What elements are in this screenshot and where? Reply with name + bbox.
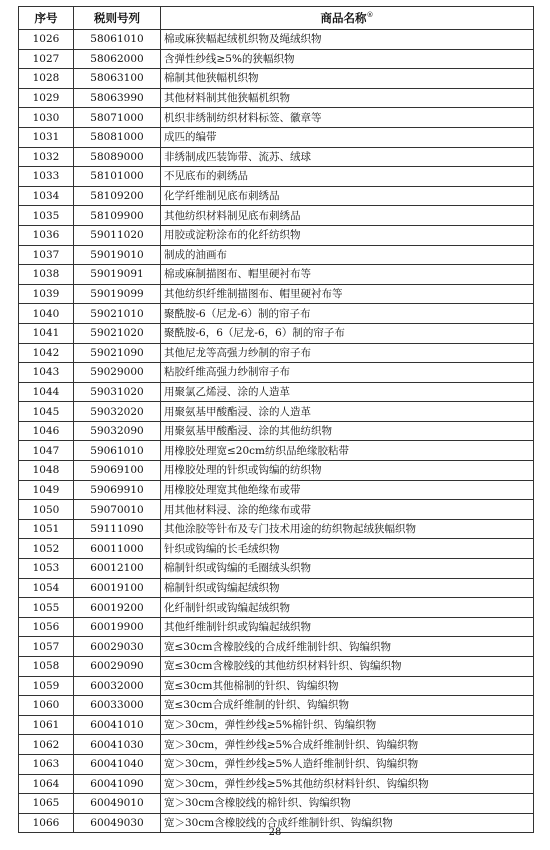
name-cell: 成匹的编带	[161, 127, 534, 147]
seq-cell: 1041	[19, 323, 74, 343]
seq-cell: 1043	[19, 363, 74, 383]
header-name-mark: ®	[366, 11, 374, 20]
table-row	[19, 735, 534, 755]
name-cell: 宽＞30cm含橡胶线的合成纤维制针织、钩编织物	[161, 813, 534, 833]
table-row	[19, 186, 534, 206]
name-cell: 聚酰胺-6（尼龙-6）制的帘子布	[161, 304, 534, 324]
name-cell: 用聚氨基甲酸酯浸、涂的其他纺织物	[161, 421, 534, 441]
name-cell: 用橡胶处理的针织或钩编的纺织物	[161, 461, 534, 481]
seq-cell: 1044	[19, 382, 74, 402]
seq-cell: 1040	[19, 304, 74, 324]
name-cell: 化学纤维制见底布刺绣品	[161, 186, 534, 206]
code-cell: 58071000	[74, 108, 161, 128]
code-cell: 58063100	[74, 69, 161, 89]
code-cell: 60041040	[74, 754, 161, 774]
code-cell: 60019200	[74, 598, 161, 618]
code-cell: 59019099	[74, 284, 161, 304]
name-cell: 不见底布的刺绣品	[161, 167, 534, 187]
name-cell: 用聚氨基甲酸酯浸、涂的人造革	[161, 402, 534, 422]
seq-cell: 1053	[19, 559, 74, 579]
code-cell: 60019900	[74, 617, 161, 637]
name-cell: 非绣制成匹装饰带、流苏、绒球	[161, 147, 534, 167]
code-cell: 60049030	[74, 813, 161, 833]
code-cell: 60033000	[74, 696, 161, 716]
name-cell: 用橡胶处理宽其他绝缘布或带	[161, 480, 534, 500]
name-cell: 宽＞30cm，弹性纱线≥5%人造纤维制针织、钩编织物	[161, 754, 534, 774]
code-cell: 58081000	[74, 127, 161, 147]
code-cell: 59019091	[74, 265, 161, 285]
table-row	[19, 754, 534, 774]
code-cell: 60019100	[74, 578, 161, 598]
seq-cell: 1056	[19, 617, 74, 637]
seq-cell: 1027	[19, 49, 74, 69]
code-cell: 58062000	[74, 49, 161, 69]
seq-cell: 1065	[19, 794, 74, 814]
seq-cell: 1035	[19, 206, 74, 226]
code-cell: 59029000	[74, 363, 161, 383]
name-cell: 棉制其他狭幅机织物	[161, 69, 534, 89]
table-row	[19, 598, 534, 618]
table-row	[19, 461, 534, 481]
code-cell: 60029030	[74, 637, 161, 657]
table-row	[19, 500, 534, 520]
code-cell: 58109900	[74, 206, 161, 226]
table-row	[19, 225, 534, 245]
table-row	[19, 69, 534, 89]
name-cell: 针织或钩编的长毛绒织物	[161, 539, 534, 559]
code-cell: 60041090	[74, 774, 161, 794]
table-row	[19, 617, 534, 637]
table-row	[19, 539, 534, 559]
table-row	[19, 519, 534, 539]
name-cell: 其他尼龙等高强力纱制的帘子布	[161, 343, 534, 363]
code-cell: 60041030	[74, 735, 161, 755]
table-row	[19, 774, 534, 794]
seq-cell: 1034	[19, 186, 74, 206]
name-cell: 其他涂胶等针布及专门技术用途的纺织物起绒狭幅织物	[161, 519, 534, 539]
seq-cell: 1029	[19, 88, 74, 108]
name-cell: 制成的油画布	[161, 245, 534, 265]
table-row	[19, 696, 534, 716]
seq-cell: 1042	[19, 343, 74, 363]
code-cell: 58089000	[74, 147, 161, 167]
table-row	[19, 559, 534, 579]
table-row	[19, 578, 534, 598]
code-cell: 58109200	[74, 186, 161, 206]
table-row	[19, 794, 534, 814]
code-cell: 60029090	[74, 657, 161, 677]
seq-cell: 1059	[19, 676, 74, 696]
seq-cell: 1038	[19, 265, 74, 285]
code-cell: 59021090	[74, 343, 161, 363]
table-row	[19, 127, 534, 147]
code-cell: 58063990	[74, 88, 161, 108]
table-row	[19, 88, 534, 108]
code-cell: 58101000	[74, 167, 161, 187]
seq-cell: 1036	[19, 225, 74, 245]
seq-cell: 1054	[19, 578, 74, 598]
table-row	[19, 402, 534, 422]
name-cell: 含弹性纱线≥5%的狭幅织物	[161, 49, 534, 69]
name-cell: 用胶或淀粉涂布的化纤纺织物	[161, 225, 534, 245]
name-cell: 棉制针织或钩编的毛圈绒头织物	[161, 559, 534, 579]
header-seq: 序号	[19, 7, 74, 30]
seq-cell: 1047	[19, 441, 74, 461]
tariff-table	[18, 6, 534, 833]
table-row	[19, 323, 534, 343]
code-cell: 60041010	[74, 715, 161, 735]
table-row	[19, 637, 534, 657]
seq-cell: 1063	[19, 754, 74, 774]
table-row	[19, 715, 534, 735]
code-cell: 59021020	[74, 323, 161, 343]
seq-cell: 1039	[19, 284, 74, 304]
name-cell: 宽≤30cm其他棉制的针织、钩编织物	[161, 676, 534, 696]
name-cell: 其他纺织纤维制描图布、帽里硬衬布等	[161, 284, 534, 304]
name-cell: 其他纤维制针织或钩编起绒织物	[161, 617, 534, 637]
name-cell: 其他材料制其他狭幅机织物	[161, 88, 534, 108]
table-row	[19, 265, 534, 285]
code-cell: 59011020	[74, 225, 161, 245]
code-cell: 59031020	[74, 382, 161, 402]
name-cell: 用聚氯乙烯浸、涂的人造革	[161, 382, 534, 402]
header-row	[19, 7, 534, 30]
seq-cell: 1026	[19, 30, 74, 50]
table-row	[19, 167, 534, 187]
code-cell: 59032020	[74, 402, 161, 422]
seq-cell: 1060	[19, 696, 74, 716]
name-cell: 棉制针织或钩编起绒织物	[161, 578, 534, 598]
code-cell: 59111090	[74, 519, 161, 539]
name-cell: 粘胶纤维高强力纱制帘子布	[161, 363, 534, 383]
seq-cell: 1045	[19, 402, 74, 422]
name-cell: 用其他材料浸、涂的绝缘布或带	[161, 500, 534, 520]
table-row	[19, 421, 534, 441]
name-cell: 宽＞30cm含橡胶线的棉针织、钩编织物	[161, 794, 534, 814]
table-row	[19, 382, 534, 402]
seq-cell: 1037	[19, 245, 74, 265]
seq-cell: 1032	[19, 147, 74, 167]
seq-cell: 1033	[19, 167, 74, 187]
table-row	[19, 30, 534, 50]
name-cell: 聚酰胺-6，6（尼龙-6，6）制的帘子布	[161, 323, 534, 343]
table-row	[19, 245, 534, 265]
seq-cell: 1058	[19, 657, 74, 677]
seq-cell: 1051	[19, 519, 74, 539]
header-name-text: 商品名称	[320, 11, 367, 25]
code-cell: 59070010	[74, 500, 161, 520]
table-row	[19, 676, 534, 696]
seq-cell: 1049	[19, 480, 74, 500]
seq-cell: 1064	[19, 774, 74, 794]
table-row	[19, 108, 534, 128]
name-cell: 棉或麻制描图布、帽里硬衬布等	[161, 265, 534, 285]
seq-cell: 1057	[19, 637, 74, 657]
name-cell: 宽≤30cm合成纤维制的针织、钩编织物	[161, 696, 534, 716]
name-cell: 宽＞30cm，弹性纱线≥5%合成纤维制针织、钩编织物	[161, 735, 534, 755]
seq-cell: 1028	[19, 69, 74, 89]
code-cell: 59069100	[74, 461, 161, 481]
name-cell: 宽＞30cm，弹性纱线≥5%其他纺织材料针织、钩编织物	[161, 774, 534, 794]
code-cell: 58061010	[74, 30, 161, 50]
name-cell: 用橡胶处理宽≤20cm纺织品绝缘胶粘带	[161, 441, 534, 461]
header-code: 税则号列	[74, 7, 161, 30]
code-cell: 59032090	[74, 421, 161, 441]
seq-cell: 1050	[19, 500, 74, 520]
code-cell: 60011000	[74, 539, 161, 559]
table-body	[19, 30, 534, 833]
code-cell: 59019010	[74, 245, 161, 265]
table-row	[19, 304, 534, 324]
seq-cell: 1061	[19, 715, 74, 735]
table-row	[19, 147, 534, 167]
seq-cell: 1062	[19, 735, 74, 755]
name-cell: 宽≤30cm含橡胶线的合成纤维制针织、钩编织物	[161, 637, 534, 657]
code-cell: 59069910	[74, 480, 161, 500]
table-row	[19, 206, 534, 226]
seq-cell: 1030	[19, 108, 74, 128]
code-cell: 60049010	[74, 794, 161, 814]
name-cell: 机织非绣制纺织材料标签、徽章等	[161, 108, 534, 128]
seq-cell: 1052	[19, 539, 74, 559]
code-cell: 60012100	[74, 559, 161, 579]
code-cell: 60032000	[74, 676, 161, 696]
code-cell: 59021010	[74, 304, 161, 324]
seq-cell: 1055	[19, 598, 74, 618]
seq-cell: 1066	[19, 813, 74, 833]
name-cell: 宽≤30cm含橡胶线的其他纺织材料针织、钩编织物	[161, 657, 534, 677]
table-row	[19, 49, 534, 69]
table-row	[19, 441, 534, 461]
seq-cell: 1031	[19, 127, 74, 147]
table-row	[19, 363, 534, 383]
name-cell: 化纤制针织或钩编起绒织物	[161, 598, 534, 618]
table-row	[19, 480, 534, 500]
seq-cell: 1046	[19, 421, 74, 441]
table-row	[19, 657, 534, 677]
name-cell: 其他纺织材料制见底布刺绣品	[161, 206, 534, 226]
table-row	[19, 284, 534, 304]
page-number: 28	[268, 827, 282, 838]
header-name	[161, 7, 534, 30]
name-cell: 宽＞30cm，弹性纱线≥5%棉针织、钩编织物	[161, 715, 534, 735]
table-row	[19, 343, 534, 363]
seq-cell: 1048	[19, 461, 74, 481]
name-cell: 棉或麻狭幅起绒机织物及绳绒织物	[161, 30, 534, 50]
code-cell: 59061010	[74, 441, 161, 461]
